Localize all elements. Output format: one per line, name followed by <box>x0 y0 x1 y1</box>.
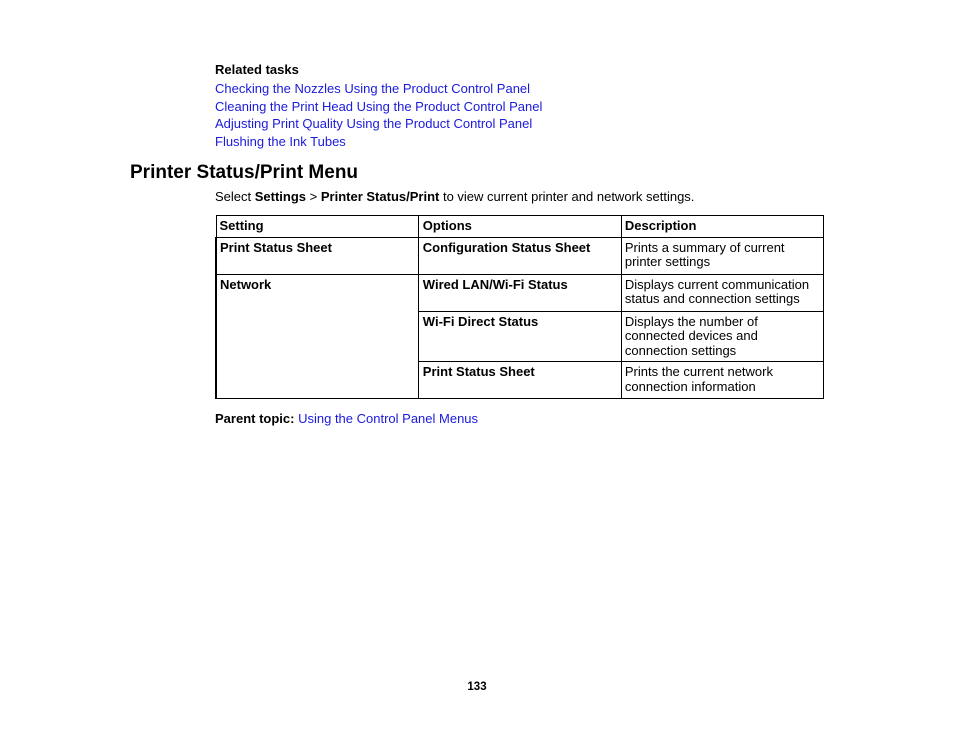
table-header-row <box>216 216 824 238</box>
page-number: 133 <box>467 681 487 693</box>
intro-suffix: to view current printer and network settings. <box>439 189 695 204</box>
parent-topic-link[interactable]: Using the Control Panel Menus <box>298 411 479 426</box>
link-flushing-ink-tubes[interactable]: Flushing the Ink Tubes <box>215 134 346 150</box>
intro-printer-status: Printer Status/Print <box>320 189 440 204</box>
header-options: Options <box>418 216 621 238</box>
intro-prefix: Select <box>215 189 255 204</box>
setting-cell: Network <box>216 274 418 399</box>
description-cell: Displays current communication status and connection settings <box>621 274 823 311</box>
description-cell: Prints a summary of current printer settings <box>621 237 823 274</box>
description-cell: Displays the number of connected devices and connection settings <box>621 311 823 362</box>
table-row <box>216 237 824 274</box>
option-cell: Wi-Fi Direct Status <box>418 311 621 362</box>
settings-table <box>215 215 824 399</box>
link-adjusting-print-quality[interactable]: Adjusting Print Quality Using the Product Control Panel <box>215 116 533 132</box>
link-checking-nozzles[interactable]: Checking the Nozzles Using the Product Control Panel <box>215 81 531 96</box>
section-title: Printer Status/Print Menu <box>130 162 359 183</box>
table-row <box>216 274 824 311</box>
description-cell: Prints the current network connection information <box>621 362 823 399</box>
link-cleaning-print-head[interactable]: Cleaning the Print Head Using the Product Control Panel <box>215 98 543 114</box>
option-cell: Wired LAN/Wi-Fi Status <box>418 274 621 311</box>
option-cell: Print Status Sheet <box>418 362 621 399</box>
intro-settings: Settings <box>254 189 307 204</box>
related-tasks-list <box>215 80 542 151</box>
header-description: Description <box>621 216 823 238</box>
intro-separator: > <box>306 189 321 204</box>
section-intro <box>215 189 694 205</box>
option-cell: Configuration Status Sheet <box>418 237 621 274</box>
header-setting: Setting <box>216 216 418 238</box>
parent-topic <box>215 411 478 427</box>
setting-cell: Print Status Sheet <box>216 237 418 274</box>
parent-topic-label: Parent topic: <box>215 411 295 426</box>
related-tasks-heading: Related tasks <box>215 62 299 77</box>
